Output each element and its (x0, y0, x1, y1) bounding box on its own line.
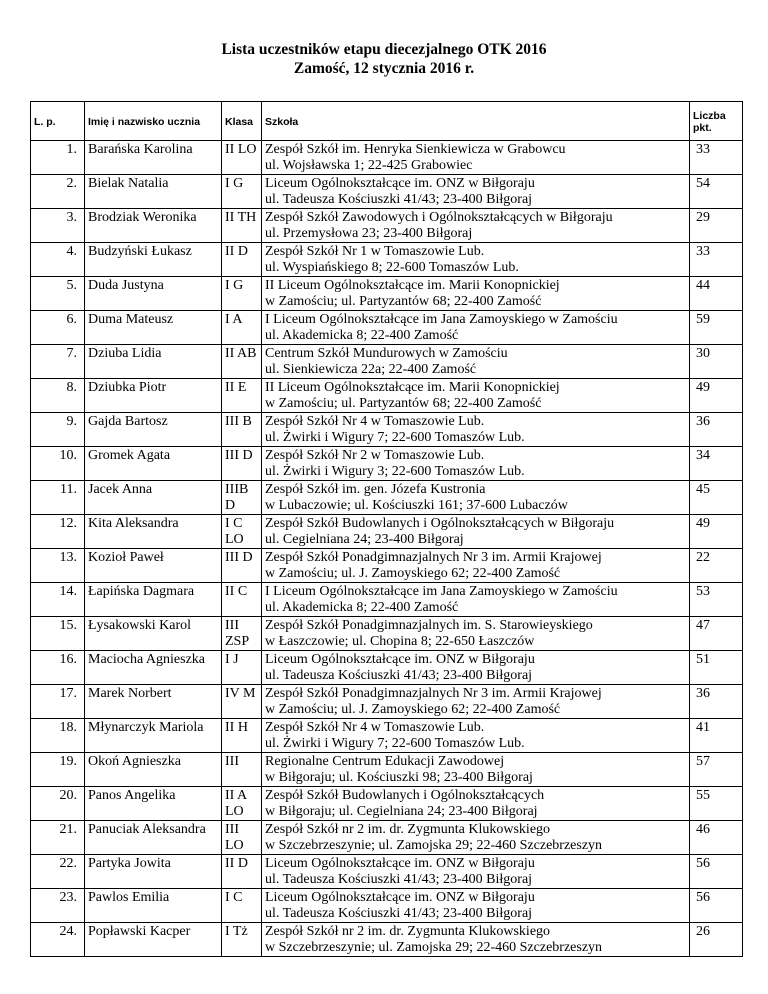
row-lp: 23. (31, 889, 85, 923)
row-lp: 13. (31, 549, 85, 583)
row-klasa: IIIB D (222, 481, 262, 515)
row-school (262, 855, 690, 889)
row-name: Duma Mateusz (85, 311, 222, 345)
row-name: Kozioł Paweł (85, 549, 222, 583)
row-points: 46 (690, 821, 743, 855)
row-school-name: Zespół Szkół im. Henryka Sienkiewicza w Grabowcu (265, 142, 566, 157)
row-school-address: w Zamościu; ul. Partyzantów 68; 22-400 Zamość (265, 396, 542, 411)
row-name: Gromek Agata (85, 447, 222, 481)
row-name: Panos Angelika (85, 787, 222, 821)
row-name: Duda Justyna (85, 277, 222, 311)
row-points: 56 (690, 855, 743, 889)
row-school-name: Zespół Szkół Budowlanych i Ogólnokształcących (265, 788, 545, 803)
table-row (31, 583, 743, 617)
row-lp: 11. (31, 481, 85, 515)
row-points: 33 (690, 243, 743, 277)
table-row (31, 549, 743, 583)
row-klasa: III ZSP (222, 617, 262, 651)
row-name: Bielak Natalia (85, 175, 222, 209)
row-school-address: w Szczebrzeszynie; ul. Zamojska 29; 22-460 Szczebrzeszyn (265, 940, 603, 955)
row-points: 22 (690, 549, 743, 583)
row-school (262, 549, 690, 583)
row-name: Dziuba Lidia (85, 345, 222, 379)
header-lp: L. p. (31, 102, 85, 141)
row-school (262, 753, 690, 787)
row-klasa: II C (222, 583, 262, 617)
row-school (262, 379, 690, 413)
row-klasa: II D (222, 243, 262, 277)
row-school-address: w Biłgoraju; ul. Kościuszki 98; 23-400 Biłgoraj (265, 770, 533, 785)
row-points: 54 (690, 175, 743, 209)
row-name: Młynarczyk Mariola (85, 719, 222, 753)
row-lp: 19. (31, 753, 85, 787)
row-klasa: II AB (222, 345, 262, 379)
row-school (262, 277, 690, 311)
row-school-address: ul. Żwirki i Wigury 3; 22-600 Tomaszów Lub. (265, 464, 525, 479)
table-row (31, 821, 743, 855)
row-name: Partyka Jowita (85, 855, 222, 889)
row-points: 49 (690, 515, 743, 549)
table-row (31, 855, 743, 889)
row-name: Łapińska Dagmara (85, 583, 222, 617)
row-klasa: IV M (222, 685, 262, 719)
row-points: 45 (690, 481, 743, 515)
row-school-address: w Szczebrzeszynie; ul. Zamojska 29; 22-460 Szczebrzeszyn (265, 838, 603, 853)
row-school-address: ul. Cegielniana 24; 23-400 Biłgoraj (265, 532, 464, 547)
row-points: 55 (690, 787, 743, 821)
row-school (262, 141, 690, 175)
row-school-address: w Zamościu; ul. J. Zamoyskiego 62; 22-400 Zamość (265, 566, 561, 581)
row-name: Okoń Agnieszka (85, 753, 222, 787)
row-school (262, 175, 690, 209)
row-school-address: ul. Wyspiańskiego 8; 22-600 Tomaszów Lub. (265, 260, 519, 275)
row-school-address: w Zamościu; ul. J. Zamoyskiego 62; 22-400 Zamość (265, 702, 561, 717)
row-school-address: ul. Żwirki i Wigury 7; 22-600 Tomaszów Lub. (265, 736, 525, 751)
row-klasa: I J (222, 651, 262, 685)
row-klasa: II H (222, 719, 262, 753)
row-school-name: II Liceum Ogólnokształcące im. Marii Konopnickiej (265, 278, 560, 293)
row-points: 47 (690, 617, 743, 651)
row-school (262, 651, 690, 685)
table-row (31, 345, 743, 379)
row-lp: 6. (31, 311, 85, 345)
table-row (31, 617, 743, 651)
table-row (31, 413, 743, 447)
row-klasa: I G (222, 175, 262, 209)
row-school (262, 583, 690, 617)
row-school-name: Zespół Szkół nr 2 im. dr. Zygmunta Klukowskiego (265, 822, 551, 837)
row-school (262, 413, 690, 447)
row-school-address: ul. Akademicka 8; 22-400 Zamość (265, 328, 459, 343)
table-row (31, 481, 743, 515)
row-lp: 7. (31, 345, 85, 379)
row-name: Dziubka Piotr (85, 379, 222, 413)
row-klasa: II A LO (222, 787, 262, 821)
row-school-address: ul. Tadeusza Kościuszki 41/43; 23-400 Biłgoraj (265, 906, 533, 921)
row-lp: 8. (31, 379, 85, 413)
row-name: Marek Norbert (85, 685, 222, 719)
row-school (262, 515, 690, 549)
row-name: Pawlos Emilia (85, 889, 222, 923)
row-lp: 17. (31, 685, 85, 719)
title-line-1: Lista uczestników etapu diecezjalnego OTK 2016 (221, 41, 547, 58)
row-name: Barańska Karolina (85, 141, 222, 175)
row-school-name: Liceum Ogólnokształcące im. ONZ w Biłgoraju (265, 652, 535, 667)
row-school (262, 311, 690, 345)
row-school (262, 209, 690, 243)
table-row (31, 447, 743, 481)
table-row (31, 379, 743, 413)
row-school-address: ul. Tadeusza Kościuszki 41/43; 23-400 Biłgoraj (265, 668, 533, 683)
row-school-address: ul. Żwirki i Wigury 7; 22-600 Tomaszów Lub. (265, 430, 525, 445)
row-school-address: w Zamościu; ul. Partyzantów 68; 22-400 Zamość (265, 294, 542, 309)
row-school (262, 787, 690, 821)
row-school-name: Zespół Szkół nr 2 im. dr. Zygmunta Klukowskiego (265, 924, 551, 939)
row-school-name: Liceum Ogólnokształcące im. ONZ w Biłgoraju (265, 890, 535, 905)
table-row (31, 685, 743, 719)
table-row (31, 889, 743, 923)
row-school-name: Liceum Ogólnokształcące im. ONZ w Biłgoraju (265, 856, 535, 871)
participants-table (30, 101, 743, 957)
row-school (262, 719, 690, 753)
row-lp: 15. (31, 617, 85, 651)
row-school-name: Zespół Szkół Nr 1 w Tomaszowie Lub. (265, 244, 485, 259)
row-school-address: ul. Akademicka 8; 22-400 Zamość (265, 600, 459, 615)
row-points: 33 (690, 141, 743, 175)
row-klasa: II E (222, 379, 262, 413)
row-school-address: ul. Sienkiewicza 22a; 22-400 Zamość (265, 362, 477, 377)
table-row (31, 277, 743, 311)
row-school-name: Regionalne Centrum Edukacji Zawodowej (265, 754, 505, 769)
row-lp: 10. (31, 447, 85, 481)
row-school-name: Zespół Szkół Nr 2 w Tomaszowie Lub. (265, 448, 485, 463)
row-name: Kita Aleksandra (85, 515, 222, 549)
row-school (262, 617, 690, 651)
row-lp: 24. (31, 923, 85, 957)
row-klasa: II D (222, 855, 262, 889)
row-school-name: Centrum Szkół Mundurowych w Zamościu (265, 346, 508, 361)
row-name: Brodziak Weronika (85, 209, 222, 243)
row-klasa: III LO (222, 821, 262, 855)
row-klasa: II LO (222, 141, 262, 175)
row-lp: 5. (31, 277, 85, 311)
row-klasa: III D (222, 549, 262, 583)
row-school-name: I Liceum Ogólnokształcące im Jana Zamoyskiego w Zamościu (265, 312, 618, 327)
row-lp: 3. (31, 209, 85, 243)
row-school (262, 345, 690, 379)
title-line-2: Zamość, 12 stycznia 2016 r. (293, 60, 475, 77)
row-school-name: Liceum Ogólnokształcące im. ONZ w Biłgoraju (265, 176, 535, 191)
row-name: Jacek Anna (85, 481, 222, 515)
row-points: 57 (690, 753, 743, 787)
row-school-name: Zespół Szkół Budowlanych i Ogólnokształcących w Biłgoraju (265, 516, 615, 531)
row-school (262, 821, 690, 855)
row-klasa: I A (222, 311, 262, 345)
table-row (31, 243, 743, 277)
row-klasa: I C LO (222, 515, 262, 549)
header-klasa: Klasa (222, 102, 262, 141)
row-klasa: III B (222, 413, 262, 447)
table-row (31, 719, 743, 753)
row-lp: 2. (31, 175, 85, 209)
row-lp: 22. (31, 855, 85, 889)
row-school (262, 889, 690, 923)
table-row (31, 209, 743, 243)
row-points: 59 (690, 311, 743, 345)
row-name: Panuciak Aleksandra (85, 821, 222, 855)
table-row (31, 787, 743, 821)
row-lp: 16. (31, 651, 85, 685)
row-points: 34 (690, 447, 743, 481)
row-school (262, 447, 690, 481)
row-points: 53 (690, 583, 743, 617)
row-school-address: ul. Tadeusza Kościuszki 41/43; 23-400 Biłgoraj (265, 192, 533, 207)
row-lp: 9. (31, 413, 85, 447)
row-school-name: Zespół Szkół Ponadgimnazjalnych im. S. Starowieyskiego (265, 618, 593, 633)
row-school-address: ul. Tadeusza Kościuszki 41/43; 23-400 Biłgoraj (265, 872, 533, 887)
table-row (31, 651, 743, 685)
row-school-name: Zespół Szkół Nr 4 w Tomaszowie Lub. (265, 720, 485, 735)
row-school-address: ul. Wojsławska 1; 22-425 Grabowiec (265, 158, 473, 173)
row-school-name: II Liceum Ogólnokształcące im. Marii Konopnickiej (265, 380, 560, 395)
row-name: Budzyński Łukasz (85, 243, 222, 277)
row-points: 29 (690, 209, 743, 243)
table-header-row (31, 102, 743, 141)
row-school-address: w Łaszczowie; ul. Chopina 8; 22-650 Łaszczów (265, 634, 535, 649)
row-klasa: III D (222, 447, 262, 481)
row-klasa: I G (222, 277, 262, 311)
row-lp: 1. (31, 141, 85, 175)
row-points: 30 (690, 345, 743, 379)
row-klasa: I C (222, 889, 262, 923)
table-row (31, 923, 743, 957)
row-school (262, 923, 690, 957)
header-pkt: Liczba pkt. (690, 102, 743, 141)
row-lp: 18. (31, 719, 85, 753)
row-name: Popławski Kacper (85, 923, 222, 957)
row-points: 41 (690, 719, 743, 753)
row-lp: 12. (31, 515, 85, 549)
table-row (31, 753, 743, 787)
row-name: Łysakowski Karol (85, 617, 222, 651)
row-school (262, 685, 690, 719)
row-school (262, 481, 690, 515)
table-row (31, 311, 743, 345)
row-points: 44 (690, 277, 743, 311)
row-lp: 20. (31, 787, 85, 821)
row-klasa: II TH (222, 209, 262, 243)
row-lp: 21. (31, 821, 85, 855)
row-school-name: Zespół Szkół Zawodowych i Ogólnokształcących w Biłgoraju (265, 210, 613, 225)
row-school-name: Zespół Szkół Ponadgimnazjalnych Nr 3 im. Armii Krajowej (265, 550, 602, 565)
row-school-name: Zespół Szkół Nr 4 w Tomaszowie Lub. (265, 414, 485, 429)
row-school-address: ul. Przemysłowa 23; 23-400 Biłgoraj (265, 226, 473, 241)
row-points: 49 (690, 379, 743, 413)
row-points: 51 (690, 651, 743, 685)
table-row (31, 175, 743, 209)
row-points: 56 (690, 889, 743, 923)
row-lp: 4. (31, 243, 85, 277)
row-klasa: I Tż (222, 923, 262, 957)
row-points: 26 (690, 923, 743, 957)
table-row (31, 141, 743, 175)
row-klasa: III (222, 753, 262, 787)
row-lp: 14. (31, 583, 85, 617)
row-points: 36 (690, 685, 743, 719)
row-school-address: w Biłgoraju; ul. Cegielniana 24; 23-400 Biłgoraj (265, 804, 538, 819)
row-school-name: I Liceum Ogólnokształcące im Jana Zamoyskiego w Zamościu (265, 584, 618, 599)
row-name: Gajda Bartosz (85, 413, 222, 447)
row-name: Maciocha Agnieszka (85, 651, 222, 685)
header-name: Imię i nazwisko ucznia (85, 102, 222, 141)
header-szkola: Szkoła (262, 102, 690, 141)
row-school-name: Zespół Szkół Ponadgimnazjalnych Nr 3 im. Armii Krajowej (265, 686, 602, 701)
document-title (0, 40, 768, 78)
row-school-name: Zespół Szkół im. gen. Józefa Kustronia (265, 482, 486, 497)
table-row (31, 515, 743, 549)
row-school (262, 243, 690, 277)
row-school-address: w Lubaczowie; ul. Kościuszki 161; 37-600 Lubaczów (265, 498, 568, 513)
row-points: 36 (690, 413, 743, 447)
